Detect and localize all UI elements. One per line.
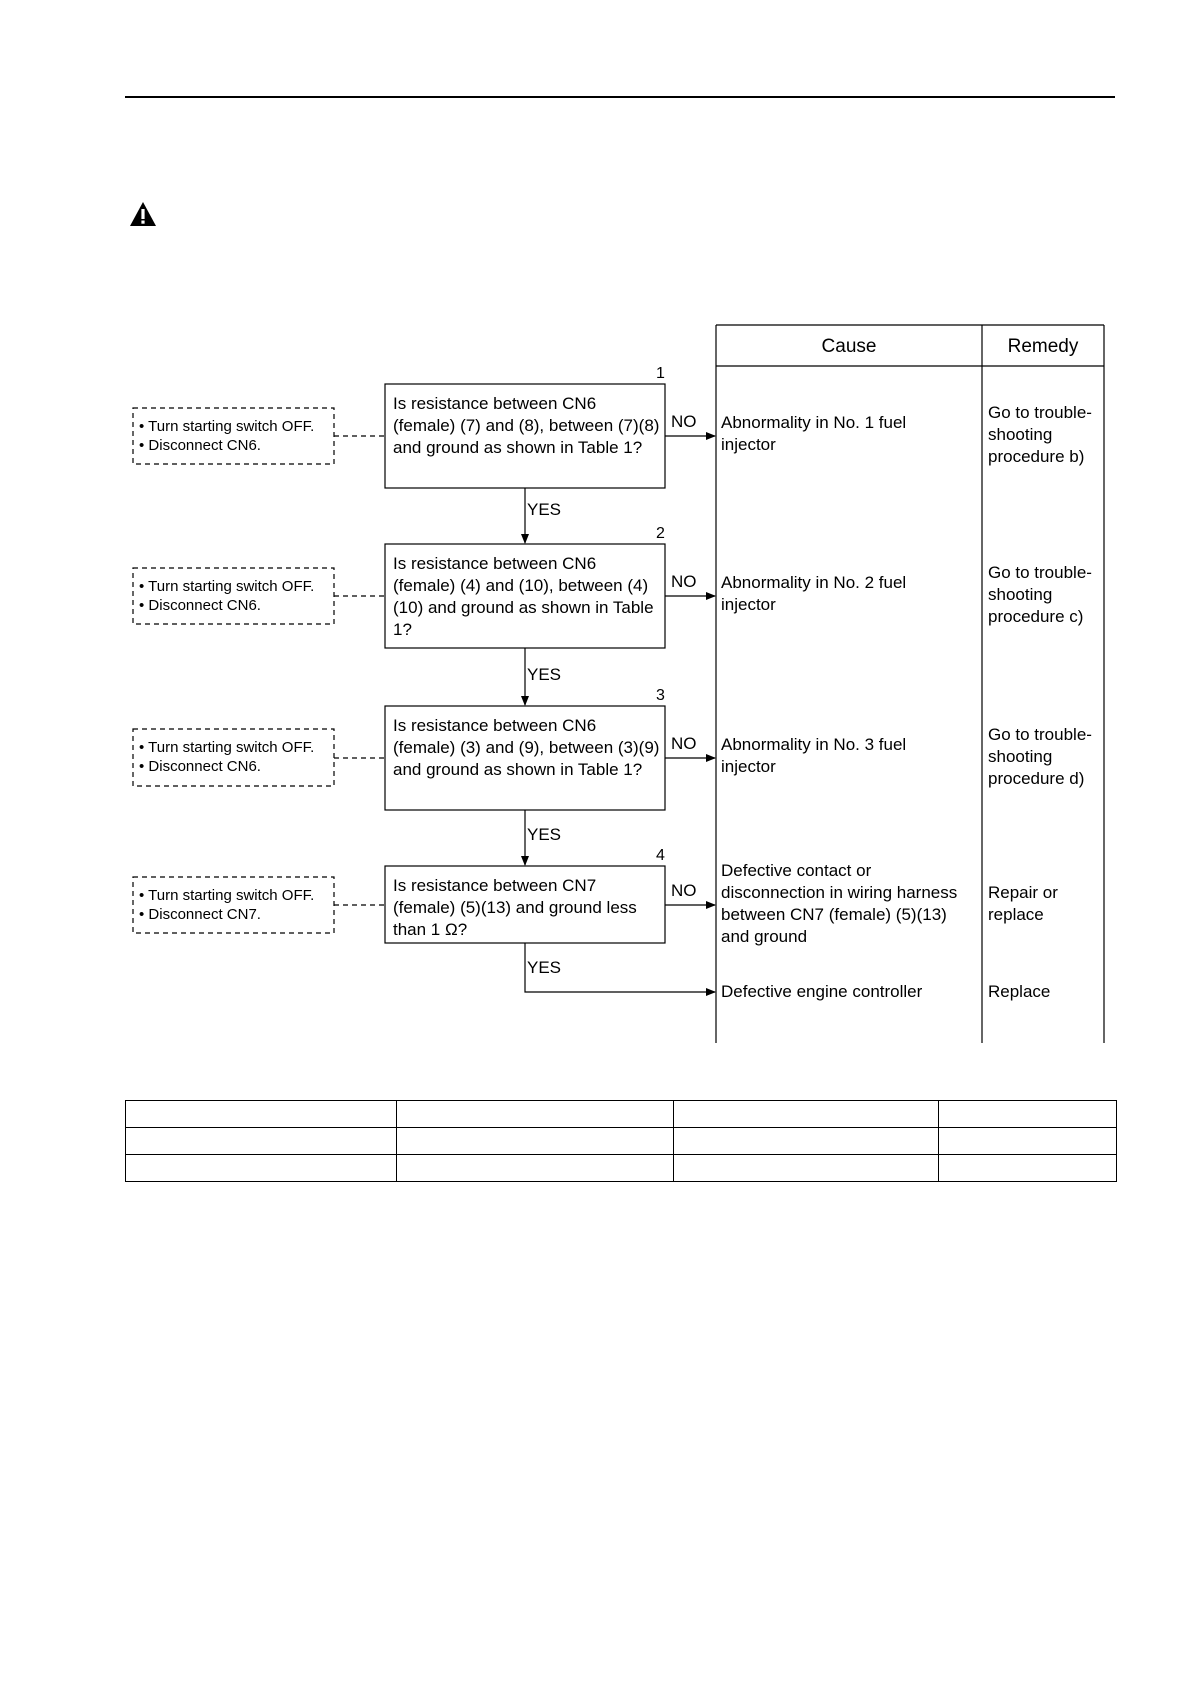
cause-text-3: Abnormality in No. 3 fuel injector [721, 735, 907, 776]
prep-line: • Disconnect CN7. [139, 906, 261, 923]
table-cell [126, 1128, 397, 1155]
prep-line: • Disconnect CN6. [139, 758, 261, 775]
remedy-text-2: Go to trouble-shooting procedure c) [988, 563, 1092, 626]
question-text-1: Is resistance between CN6 (female) (7) and (8), between (7)(8) and ground as shown in Table 1? [393, 394, 660, 457]
final-cause-text: Defective engine controller [721, 982, 923, 1001]
yes-label-3: YES [527, 825, 562, 844]
table-row [126, 1101, 1117, 1128]
remedy-header: Remedy [1007, 336, 1079, 357]
question-text-3: Is resistance between CN6 (female) (3) and (9), between (3)(9) and ground as shown in Table 1? [393, 716, 660, 779]
step-number-4: 4 [656, 847, 665, 864]
table-cell [939, 1128, 1117, 1155]
prep-list-2 [139, 577, 333, 615]
no-label-4: NO [671, 881, 697, 900]
table-cell [397, 1101, 674, 1128]
cause-text-2: Abnormality in No. 2 fuel injector [721, 573, 907, 614]
step-number-1: 1 [656, 365, 665, 382]
cause-text-4: Defective contact or disconnection in wiring harness between CN7 (female) (5)(13) and ground [721, 861, 958, 946]
table-cell [126, 1101, 397, 1128]
cause-text-1: Abnormality in No. 1 fuel injector [721, 413, 907, 454]
resistance-table [125, 1100, 1117, 1182]
prep-list-3 [139, 738, 333, 776]
prep-list-1 [139, 417, 333, 455]
yes-label-4: YES [527, 958, 562, 977]
prep-line: • Disconnect CN6. [139, 597, 261, 614]
table-cell [397, 1128, 674, 1155]
question-text-2: Is resistance between CN6 (female) (4) and (10), between (4)(10) and ground as shown in Table 1? [393, 554, 654, 639]
cause-header: Cause [821, 336, 877, 357]
yes-label-2: YES [527, 665, 562, 684]
step-number-3: 3 [656, 687, 665, 704]
prep-line: • Turn starting switch OFF. [139, 418, 315, 435]
prep-list-4 [139, 886, 333, 924]
table-cell [939, 1155, 1117, 1182]
remedy-text-3: Go to trouble-shooting procedure d) [988, 725, 1092, 788]
table-cell [674, 1101, 939, 1128]
table-cell [397, 1155, 674, 1182]
table-cell [939, 1101, 1117, 1128]
final-remedy-text: Replace [988, 982, 1051, 1001]
step-number-2: 2 [656, 525, 665, 542]
table-row [126, 1155, 1117, 1182]
table-cell [674, 1155, 939, 1182]
prep-line: • Turn starting switch OFF. [139, 578, 315, 595]
table-cell [126, 1155, 397, 1182]
prep-line: • Disconnect CN6. [139, 437, 261, 454]
no-label-3: NO [671, 734, 697, 753]
remedy-text-1: Go to trouble-shooting procedure b) [988, 403, 1092, 466]
yes-label-1: YES [527, 500, 562, 519]
remedy-text-4: Repair or replace [988, 883, 1058, 924]
no-label-1: NO [671, 412, 697, 431]
table-cell [674, 1128, 939, 1155]
prep-line: • Turn starting switch OFF. [139, 739, 315, 756]
table-row [126, 1128, 1117, 1155]
prep-line: • Turn starting switch OFF. [139, 887, 315, 904]
question-text-4: Is resistance between CN7 (female) (5)(13) and ground less than 1 Ω? [393, 876, 637, 939]
no-label-2: NO [671, 572, 697, 591]
